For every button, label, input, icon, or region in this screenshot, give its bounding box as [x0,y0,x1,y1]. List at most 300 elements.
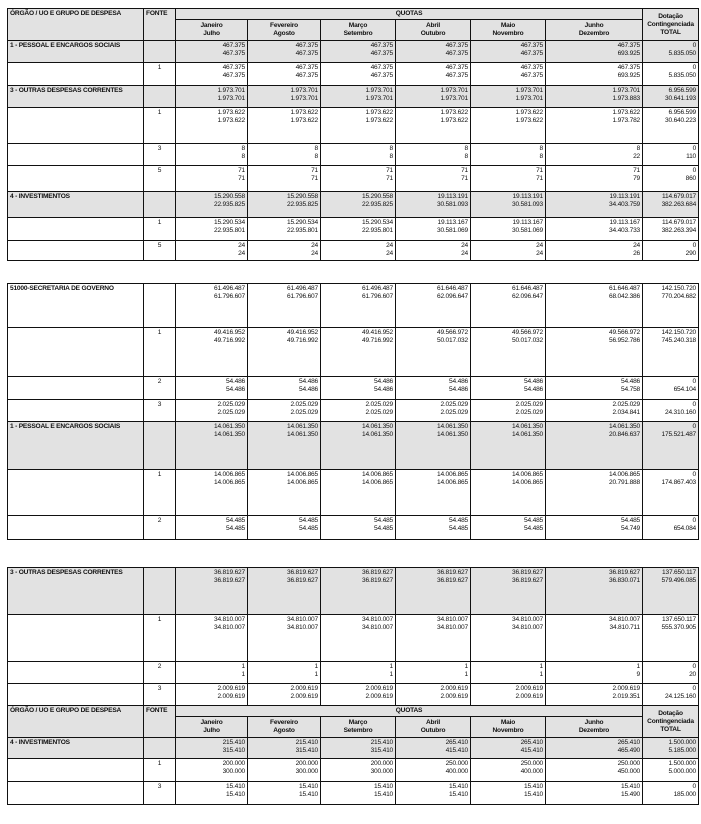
quota-value: 1.973.701 [217,87,245,94]
quota-value: 14.061.350 [361,431,393,438]
quota-value: 19.113.191 [512,193,543,200]
quota-cell [396,63,471,86]
quota-value: 300.000 [222,768,245,775]
quota-value: 467.375 [370,50,393,57]
quota-value: 1 [636,663,640,670]
fonte-row [8,108,699,144]
quota-value: 30.581.093 [436,201,468,208]
quota-value: 8 [539,153,543,160]
quota-value: 14.061.350 [213,423,245,430]
quota-cell [396,684,471,706]
row-label [8,516,144,540]
quota-cell [471,470,546,516]
fonte-cell: 1 [144,615,176,662]
quota-value: 68.042.386 [608,293,640,300]
month-name: Dezembro [578,727,610,734]
quota-cell [248,422,321,470]
quota-value: 54.485 [524,525,543,532]
quota-value: 250.000 [617,760,640,767]
quota-cell [248,166,321,192]
quota-value: 200.000 [222,760,245,767]
quota-value: 14.061.350 [286,431,318,438]
quota-value: 36.819.627 [511,569,543,576]
quota-cell [248,738,321,759]
quota-cell [396,166,471,192]
quota-cell [546,684,643,706]
quota-value: 2.009.619 [365,693,393,700]
quota-cell [471,684,546,706]
total-value: 0 [692,401,696,408]
quota-value: 2.009.619 [612,685,640,692]
fonte-cell [144,422,176,470]
fonte-cell [144,41,176,63]
total-value: 6.956.599 [668,87,697,94]
quota-value: 8 [389,145,393,152]
total-value: 5.835.050 [668,72,697,79]
total-cell [643,377,699,400]
quota-value: 15.290.534 [361,219,393,226]
quota-value: 315.410 [295,747,318,754]
row-label [8,400,144,422]
header-month [248,717,321,738]
quota-value: 49.566.972 [511,329,543,336]
total-value: 555.370.905 [661,624,696,631]
quota-value: 24 [386,242,393,249]
row-label [8,328,144,377]
quota-value: 2.025.029 [515,409,543,416]
quota-value: 2.009.619 [515,693,543,700]
quota-value: 15.410 [226,783,245,790]
quota-value: 34.810.007 [608,616,640,623]
quota-value: 450.000 [617,768,640,775]
total-cell [643,662,699,684]
total-value: 382.263.684 [661,201,697,208]
quota-value: 56.952.786 [608,337,640,344]
quota-cell [248,241,321,261]
total-value: 137.650.117 [662,569,696,576]
quota-value: 315.410 [222,747,245,754]
header-month [396,717,471,738]
total-value: 114.679.017 [662,193,697,200]
fonte-cell [144,738,176,759]
month-name: Dezembro [578,30,610,37]
row-label: 1 - PESSOAL E ENCARGOS SOCIAIS [8,41,144,63]
quota-cell [546,63,643,86]
quota-value: 467.375 [295,64,318,71]
quota-value: 24 [311,242,318,249]
quota-cell [471,516,546,540]
header-month [176,20,248,41]
total-cell [643,759,699,782]
quota-value: 1 [241,671,245,678]
month-name: Junho [584,719,604,726]
quota-value: 467.375 [445,64,468,71]
quota-cell [546,192,643,218]
quota-value: 24 [238,242,245,249]
quota-cell [248,782,321,805]
row-label: 4 - INVESTIMENTOS [8,738,144,759]
quota-cell [396,470,471,516]
fonte-row [8,166,699,192]
row-label [8,759,144,782]
quota-cell [396,144,471,166]
quota-value: 24 [536,250,543,257]
fonte-cell: 1 [144,470,176,516]
quota-cell [176,63,248,86]
quota-value: 34.810.007 [511,616,543,623]
quota-value: 1.973.622 [365,117,393,124]
quota-cell [248,516,321,540]
quota-value: 71 [238,175,245,182]
quota-value: 2.009.619 [217,693,245,700]
quota-value: 54.485 [449,525,468,532]
fonte-row [8,328,699,377]
quota-value: 467.375 [222,72,245,79]
row-label: 1 - PESSOAL E ENCARGOS SOCIAIS [8,422,144,470]
quota-value: 265.410 [445,739,468,746]
quota-value: 36.819.627 [436,577,468,584]
month-name: Outubro [420,30,446,37]
month-name: Setembro [343,30,373,37]
quota-value: 20.791.888 [608,479,640,486]
fonte-cell: 3 [144,684,176,706]
quota-value: 22.935.801 [361,227,393,234]
quota-value: 15.410 [226,791,245,798]
header-total [643,706,699,738]
total-cell [643,684,699,706]
total-value: 0 [692,423,696,430]
header-total-line: Contingenciada [647,20,694,28]
month-name: Novembro [492,727,524,734]
quota-cell [546,470,643,516]
quota-value: 34.810.007 [511,624,543,631]
quota-cell [176,377,248,400]
quota-cell [321,422,396,470]
quota-cell [471,41,546,63]
quota-value: 34.403.733 [609,227,641,234]
quota-cell [176,166,248,192]
total-value: 0 [692,517,696,524]
quota-cell [176,144,248,166]
row-label [8,144,144,166]
quota-value: 1.973.622 [612,109,641,116]
total-value: 0 [692,242,697,249]
quota-value: 14.006.865 [286,479,318,486]
total-value: 0 [692,783,696,790]
quota-value: 34.810.007 [361,624,393,631]
quota-value: 15.410 [299,783,318,790]
quota-value: 1.973.701 [217,95,245,102]
quota-value: 54.485 [299,525,318,532]
header-month [176,717,248,738]
quota-value: 8 [241,145,245,152]
quota-value: 14.006.865 [608,471,640,478]
quota-cell [546,41,643,63]
fonte-cell [144,192,176,218]
fonte-cell: 1 [144,63,176,86]
quota-value: 467.375 [445,50,468,57]
header-month [546,717,643,738]
quota-value: 467.375 [222,64,245,71]
quota-value: 2.025.029 [290,409,318,416]
quota-value: 19.113.167 [437,219,468,226]
quota-value: 467.375 [520,72,543,79]
fonte-row [8,218,699,241]
total-value: 24.310.160 [664,409,696,416]
quota-cell [396,377,471,400]
quota-value: 61.496.487 [361,285,393,292]
quota-value: 200.000 [295,760,318,767]
quota-value: 1.973.701 [515,87,543,94]
quota-cell [321,759,396,782]
quota-cell [248,684,321,706]
quota-value: 36.819.627 [286,577,318,584]
quota-cell [248,284,321,328]
quota-value: 26 [633,250,641,257]
quota-value: 2.019.351 [612,693,640,700]
total-cell [643,738,699,759]
quota-value: 1 [314,671,318,678]
total-value: 137.650.117 [662,616,696,623]
total-cell [643,782,699,805]
quota-value: 71 [311,167,318,174]
quota-value: 1.973.701 [290,95,318,102]
month-name: Março [348,719,368,726]
quota-cell [471,108,546,144]
quota-value: 1.973.701 [440,95,468,102]
quota-value: 49.566.972 [608,329,640,336]
header-total-line: Dotação [658,709,683,717]
total-value: 30.641.193 [665,95,697,102]
quota-value: 2.025.029 [217,409,245,416]
quota-cell [248,218,321,241]
quota-value: 1.973.701 [365,95,393,102]
month-name: Maio [500,22,516,29]
quota-value: 2.025.029 [217,401,245,408]
quota-cell [176,568,248,615]
month-name: Outubro [420,727,446,734]
quota-value: 15.410 [374,791,393,798]
quota-cell [248,192,321,218]
quota-cell [321,166,396,192]
row-label: 51000-SECRETARIA DE GOVERNO [8,284,144,328]
fonte-cell: 1 [144,218,176,241]
quota-cell [321,284,396,328]
quota-value: 54.486 [449,378,468,385]
fonte-cell: 2 [144,516,176,540]
quota-value: 22 [633,153,641,160]
group-row [8,86,699,108]
quota-value: 19.113.191 [437,193,468,200]
quota-value: 1 [241,663,245,670]
quota-value: 49.416.952 [286,329,318,336]
quota-cell [546,400,643,422]
quota-value: 200.000 [370,760,393,767]
quota-value: 15.290.558 [286,193,318,200]
quota-value: 54.485 [374,525,393,532]
quota-cell [396,615,471,662]
fonte-row [8,241,699,261]
total-cell [643,41,699,63]
quota-cell [471,422,546,470]
quota-value: 467.375 [370,72,393,79]
quota-cell [248,615,321,662]
quota-cell [396,218,471,241]
quota-cell [321,41,396,63]
row-label [8,241,144,261]
total-cell [643,166,699,192]
month-name: Fevereiro [270,719,298,726]
quota-cell [396,284,471,328]
fonte-row [8,516,699,540]
quota-value: 50.017.032 [511,337,543,344]
month-name: Agosto [273,727,295,734]
month-name: Janeiro [200,719,223,726]
quota-value: 400.000 [520,768,543,775]
total-value: 0 [692,167,697,174]
quota-cell [176,328,248,377]
total-value: 382.263.394 [661,227,697,234]
quota-value: 62.096.647 [436,293,468,300]
quota-cell [321,63,396,86]
quota-cell [546,218,643,241]
total-value: 175.521.487 [661,431,696,438]
quota-value: 14.006.865 [436,471,468,478]
quota-cell [248,108,321,144]
quota-value: 250.000 [445,760,468,767]
quota-cell [471,284,546,328]
total-cell [643,192,699,218]
quota-cell [176,86,248,108]
quota-value: 30.581.069 [511,227,543,234]
quota-value: 1.973.701 [365,87,393,94]
quota-cell [176,782,248,805]
quota-value: 14.061.350 [436,423,468,430]
total-value: 745.240.318 [661,337,696,344]
quota-value: 54.486 [524,378,543,385]
quota-cell [546,516,643,540]
quotas-table-2 [7,283,699,540]
quota-value: 54.758 [621,386,640,393]
quota-value: 1.973.622 [440,117,468,124]
quota-value: 2.009.619 [217,685,245,692]
quota-cell [396,782,471,805]
quota-value: 61.646.487 [436,285,468,292]
fonte-cell: 1 [144,108,176,144]
quota-value: 14.061.350 [361,423,393,430]
total-value: 770.204.682 [661,293,696,300]
quota-value: 22.935.825 [361,201,393,208]
quota-cell [471,63,546,86]
total-value: 0 [692,378,696,385]
quota-value: 24 [386,250,393,257]
quota-value: 36.819.627 [436,569,468,576]
total-value: 0 [692,145,697,152]
group-row [8,192,699,218]
fonte-cell: 1 [144,759,176,782]
quota-cell [471,782,546,805]
quota-value: 400.000 [445,768,468,775]
quota-value: 49.566.972 [436,329,468,336]
total-cell [643,108,699,144]
total-value: 0 [692,42,697,49]
quota-value: 61.496.487 [213,285,245,292]
quota-value: 34.810.007 [436,616,468,623]
quota-value: 1 [539,663,543,670]
month-name: Setembro [343,727,373,734]
quota-value: 20.846.637 [608,431,640,438]
quota-cell [176,108,248,144]
quota-value: 24 [536,242,543,249]
row-label [8,615,144,662]
quota-cell [321,470,396,516]
total-cell [643,400,699,422]
quota-value: 34.810.007 [286,616,318,623]
quota-value: 2.025.029 [440,409,468,416]
quota-cell [471,400,546,422]
quota-cell [248,328,321,377]
quota-value: 1.973.701 [290,87,318,94]
total-value: 110 [686,153,697,160]
quota-cell [546,108,643,144]
quota-value: 54.486 [524,386,543,393]
quota-value: 1.973.782 [612,117,641,124]
quota-value: 61.796.607 [213,293,245,300]
quota-value: 36.819.627 [286,569,318,576]
header-month [321,717,396,738]
fonte-cell: 5 [144,166,176,192]
quota-value: 9 [636,671,640,678]
quota-value: 54.485 [299,517,318,524]
month-name: Janeiro [200,22,223,29]
fonte-row [8,759,699,782]
quota-cell [396,738,471,759]
quota-value: 8 [314,153,318,160]
quota-value: 8 [241,153,245,160]
total-value: 5.000.000 [668,768,696,775]
total-cell [643,144,699,166]
group-row [8,422,699,470]
quota-cell [471,738,546,759]
quota-cell [471,166,546,192]
quota-cell [471,144,546,166]
header-month [248,20,321,41]
total-value: 30.640.223 [665,117,697,124]
fonte-row [8,615,699,662]
row-label: 3 - OUTRAS DESPESAS CORRENTES [8,568,144,615]
quota-value: 14.006.865 [511,479,543,486]
quota-cell [321,615,396,662]
quota-cell [248,662,321,684]
quota-value: 54.485 [524,517,543,524]
fonte-cell: 3 [144,782,176,805]
quota-cell [471,615,546,662]
quota-value: 300.000 [370,768,393,775]
quota-value: 34.810.007 [361,616,393,623]
total-cell [643,516,699,540]
quota-value: 36.819.627 [213,577,245,584]
quota-cell [321,218,396,241]
quota-value: 15.290.558 [213,193,245,200]
quota-cell [396,328,471,377]
quota-value: 22.935.801 [286,227,318,234]
quota-value: 467.375 [295,42,318,49]
month-name: Abril [425,22,441,29]
quota-cell [396,400,471,422]
quota-value: 467.375 [445,42,468,49]
quota-value: 8 [314,145,318,152]
quota-value: 54.486 [374,378,393,385]
